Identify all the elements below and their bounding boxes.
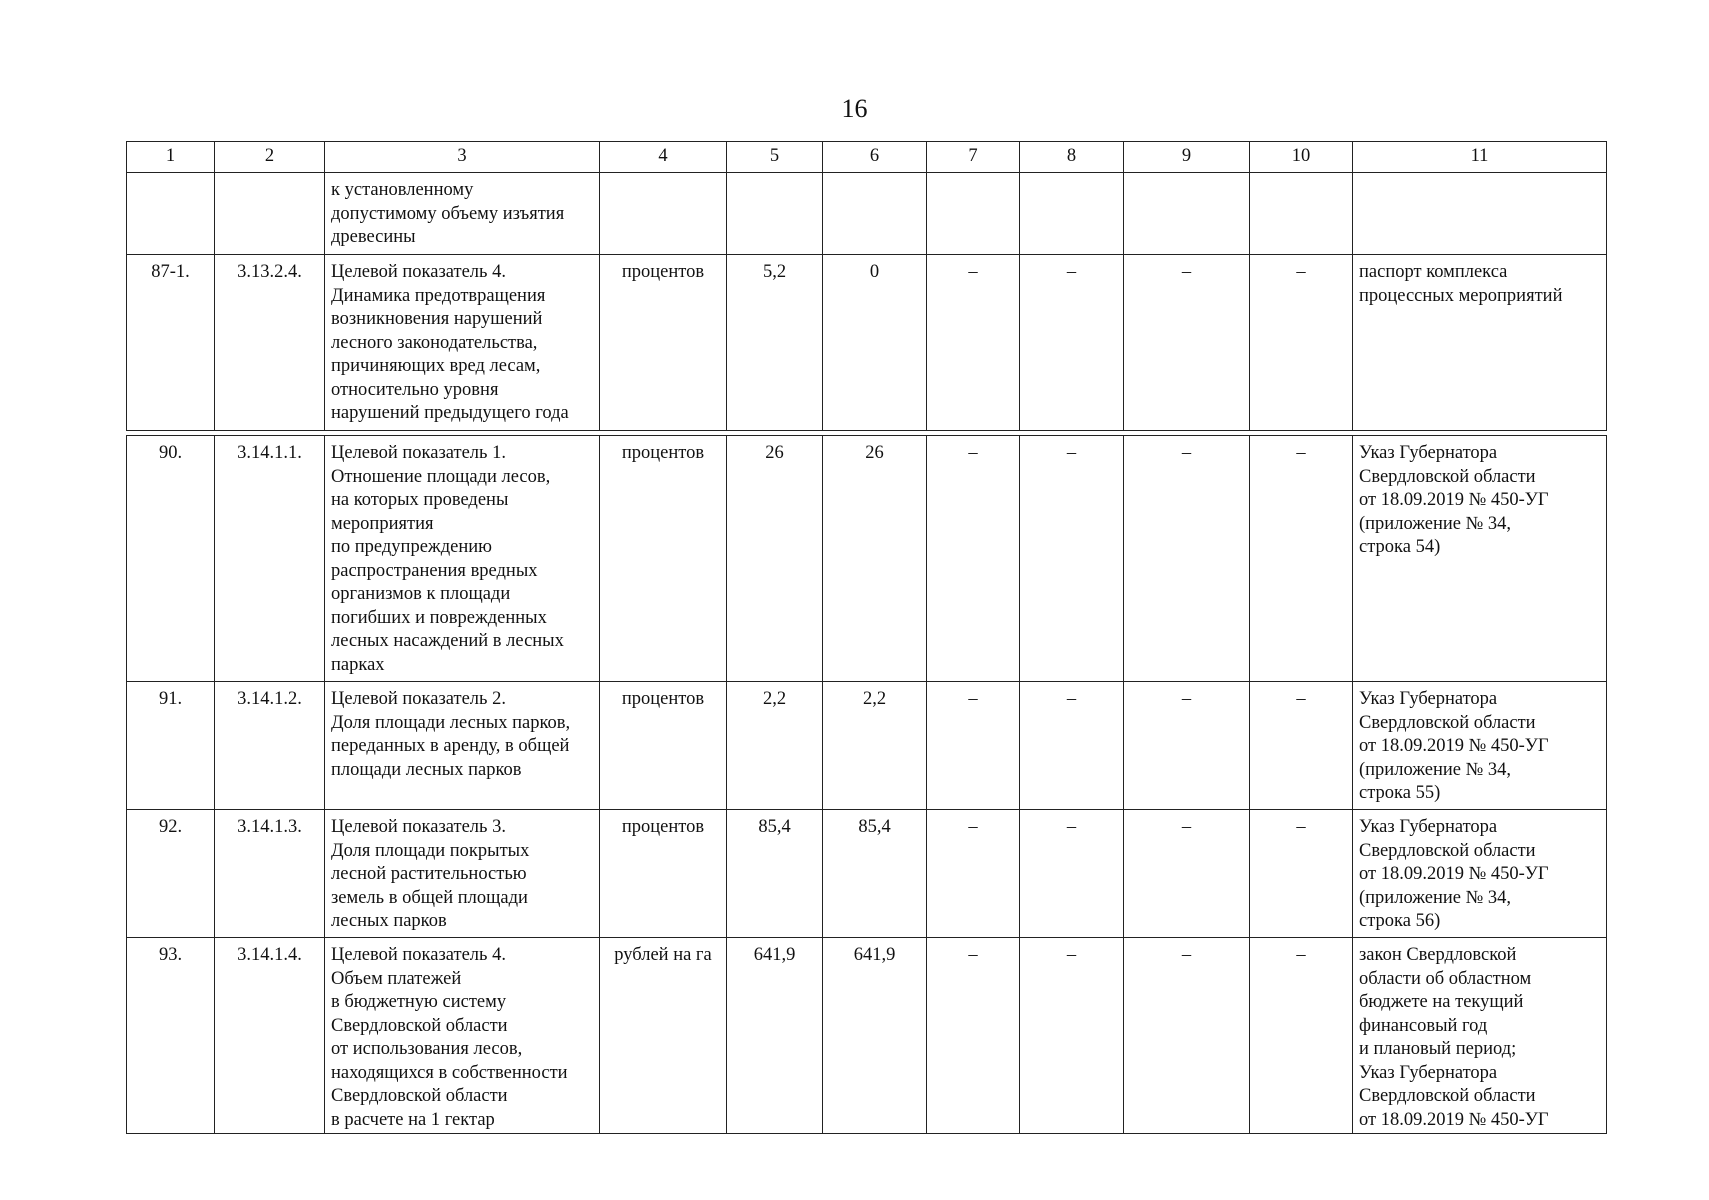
header-col-10: 10 [1250, 142, 1353, 173]
cell-col5: 2,2 [727, 682, 823, 810]
cell-number: 87-1. [127, 255, 215, 431]
cell-text-line: на которых проведены [331, 490, 509, 510]
cell-text-line: Свердловской области [1359, 712, 1536, 733]
cell-code: 3.14.1.4. [215, 938, 325, 1134]
header-row [127, 142, 1607, 173]
cell-text-line: мероприятия [331, 513, 434, 534]
cell-text-line: лесных парков [331, 911, 447, 931]
cell-indicator [325, 173, 600, 255]
cell-text-line: по предупреждению [331, 537, 492, 557]
cell-indicator [325, 682, 600, 810]
cell-unit: процентов [600, 682, 727, 810]
cell-col8: – [1020, 938, 1124, 1134]
cell-col7 [927, 173, 1020, 255]
header-col-6: 6 [823, 142, 927, 173]
cell-col5: 26 [727, 436, 823, 682]
cell-col7: – [927, 810, 1020, 938]
cell-text-line: Свердловской области [1359, 840, 1536, 861]
cell-unit [600, 173, 727, 255]
cell-text-line: области об областном [1359, 968, 1532, 989]
table-row [127, 255, 1607, 431]
cell-text-line: строка 54) [1359, 537, 1441, 557]
cell-text-line: Свердловской области [331, 1015, 508, 1036]
cell-text-line: Указ Губернатора [1359, 443, 1498, 463]
cell-text-line: и плановый период; [1359, 1039, 1517, 1059]
header-col-3: 3 [325, 142, 600, 173]
cell-col8: – [1020, 255, 1124, 431]
cell-text-line: в расчете на 1 гектар [331, 1109, 495, 1130]
header-col-5: 5 [727, 142, 823, 173]
cell-text-line: бюджете на текущий [1359, 992, 1524, 1012]
cell-text-line: к установленному [331, 180, 474, 200]
cell-col7: – [927, 682, 1020, 810]
cell-source [1353, 810, 1607, 938]
cell-text-line: переданных в аренду, в общей [331, 736, 570, 756]
cell-number: 90. [127, 436, 215, 682]
cell-text-line: от 18.09.2019 № 450-УГ [1359, 864, 1549, 884]
cell-text-line: в бюджетную систему [331, 992, 507, 1012]
cell-col9: – [1124, 938, 1250, 1134]
cell-text-line: Целевой показатель 4. [331, 262, 506, 282]
cell-text-line: от использования лесов, [331, 1039, 523, 1059]
cell-indicator [325, 810, 600, 938]
cell-code [215, 173, 325, 255]
cell-col7: – [927, 255, 1020, 431]
cell-number [127, 173, 215, 255]
cell-code: 3.14.1.1. [215, 436, 325, 682]
cell-text-line: (приложение № 34, [1359, 887, 1512, 908]
table-row [127, 938, 1607, 1134]
cell-text-line: погибших и поврежденных [331, 607, 547, 628]
cell-text-line: Динамика предотвращения [331, 285, 546, 306]
cell-number: 91. [127, 682, 215, 810]
cell-col5: 5,2 [727, 255, 823, 431]
cell-indicator [325, 436, 600, 682]
cell-col6 [823, 173, 927, 255]
cell-col9: – [1124, 682, 1250, 810]
cell-text-line: древесины [331, 227, 416, 247]
cell-unit: процентов [600, 255, 727, 431]
cell-col10 [1250, 173, 1353, 255]
cell-col6: 26 [823, 436, 927, 682]
cell-col7: – [927, 436, 1020, 682]
cell-col6: 85,4 [823, 810, 927, 938]
cell-text-line: относительно уровня [331, 379, 499, 400]
cell-text-line: нарушений предыдущего года [331, 403, 569, 423]
cell-text-line: Доля площади лесных парков, [331, 712, 571, 733]
cell-text-line: лесной растительностью [331, 864, 527, 884]
cell-code: 3.13.2.4. [215, 255, 325, 431]
cell-text-line: строка 56) [1359, 911, 1441, 931]
cell-col8: – [1020, 436, 1124, 682]
cell-text-line: площади лесных парков [331, 759, 522, 780]
cell-col10: – [1250, 436, 1353, 682]
cell-text-line: строка 55) [1359, 783, 1441, 803]
cell-text-line: допустимому объему изъятия [331, 203, 565, 224]
cell-text-line: Целевой показатель 1. [331, 443, 506, 463]
cell-col10: – [1250, 255, 1353, 431]
cell-col7: – [927, 938, 1020, 1134]
cell-col10: – [1250, 938, 1353, 1134]
table-row [127, 810, 1607, 938]
cell-number: 92. [127, 810, 215, 938]
cell-code: 3.14.1.3. [215, 810, 325, 938]
cell-text-line: организмов к площади [331, 584, 511, 604]
cell-col5 [727, 173, 823, 255]
cell-text-line: Отношение площади лесов, [331, 466, 551, 487]
cell-text-line: Целевой показатель 3. [331, 817, 506, 837]
cell-text-line: от 18.09.2019 № 450-УГ [1359, 1109, 1549, 1130]
cell-text-line: находящихся в собственности [331, 1062, 568, 1083]
cell-unit: рублей на га [600, 938, 727, 1134]
cell-text-line: Свердловской области [331, 1086, 508, 1106]
header-col-4: 4 [600, 142, 727, 173]
cell-unit: процентов [600, 436, 727, 682]
cell-indicator [325, 938, 600, 1134]
cell-code: 3.14.1.2. [215, 682, 325, 810]
cell-col9: – [1124, 255, 1250, 431]
cell-text-line: Целевой показатель 4. [331, 945, 506, 965]
cell-col6: 641,9 [823, 938, 927, 1134]
cell-col9: – [1124, 436, 1250, 682]
cell-text-line: от 18.09.2019 № 450-УГ [1359, 490, 1549, 510]
header-col-11: 11 [1353, 142, 1607, 173]
cell-col10: – [1250, 810, 1353, 938]
indicators-table [126, 141, 1607, 1134]
cell-text-line: распространения вредных [331, 560, 538, 581]
cell-text-line: Указ Губернатора [1359, 1062, 1498, 1083]
cell-col9: – [1124, 810, 1250, 938]
cell-text-line: земель в общей площади [331, 887, 528, 908]
cell-number: 93. [127, 938, 215, 1134]
cell-text-line: Свердловской области [1359, 1086, 1536, 1106]
cell-col10: – [1250, 682, 1353, 810]
cell-text-line: причиняющих вред лесам, [331, 356, 541, 376]
cell-source [1353, 436, 1607, 682]
cell-col8 [1020, 173, 1124, 255]
page-number: 16 [841, 94, 868, 123]
header-col-9: 9 [1124, 142, 1250, 173]
cell-col9 [1124, 173, 1250, 255]
cell-text-line: (приложение № 34, [1359, 513, 1512, 534]
header-col-1: 1 [127, 142, 215, 173]
cell-col5: 85,4 [727, 810, 823, 938]
cell-col6: 0 [823, 255, 927, 431]
cell-col8: – [1020, 810, 1124, 938]
cell-text-line: паспорт комплекса [1359, 262, 1508, 282]
cell-text-line: парках [331, 654, 385, 675]
cell-col5: 641,9 [727, 938, 823, 1134]
header-col-8: 8 [1020, 142, 1124, 173]
cell-text-line: Объем платежей [331, 968, 462, 989]
table-row [127, 436, 1607, 682]
cell-source [1353, 173, 1607, 255]
cell-text-line: Доля площади покрытых [331, 840, 530, 861]
cell-text-line: финансовый год [1359, 1015, 1488, 1036]
cell-source [1353, 938, 1607, 1134]
cell-unit: процентов [600, 810, 727, 938]
cell-text-line: (приложение № 34, [1359, 759, 1512, 780]
header-col-2: 2 [215, 142, 325, 173]
cell-text-line: Указ Губернатора [1359, 689, 1498, 709]
cell-source [1353, 255, 1607, 431]
cell-col8: – [1020, 682, 1124, 810]
cell-text-line: возникновения нарушений [331, 309, 543, 329]
cell-text-line: процессных мероприятий [1359, 285, 1563, 306]
cell-text-line: лесного законодательства, [331, 332, 538, 353]
table-row [127, 173, 1607, 255]
table-row [127, 682, 1607, 810]
cell-text-line: Указ Губернатора [1359, 817, 1498, 837]
cell-source [1353, 682, 1607, 810]
cell-text-line: закон Свердловской [1359, 945, 1517, 965]
cell-text-line: от 18.09.2019 № 450-УГ [1359, 736, 1549, 756]
cell-text-line: Целевой показатель 2. [331, 689, 506, 709]
cell-col6: 2,2 [823, 682, 927, 810]
cell-indicator [325, 255, 600, 431]
cell-text-line: лесных насаждений в лесных [331, 631, 564, 651]
cell-text-line: Свердловской области [1359, 466, 1536, 487]
header-col-7: 7 [927, 142, 1020, 173]
